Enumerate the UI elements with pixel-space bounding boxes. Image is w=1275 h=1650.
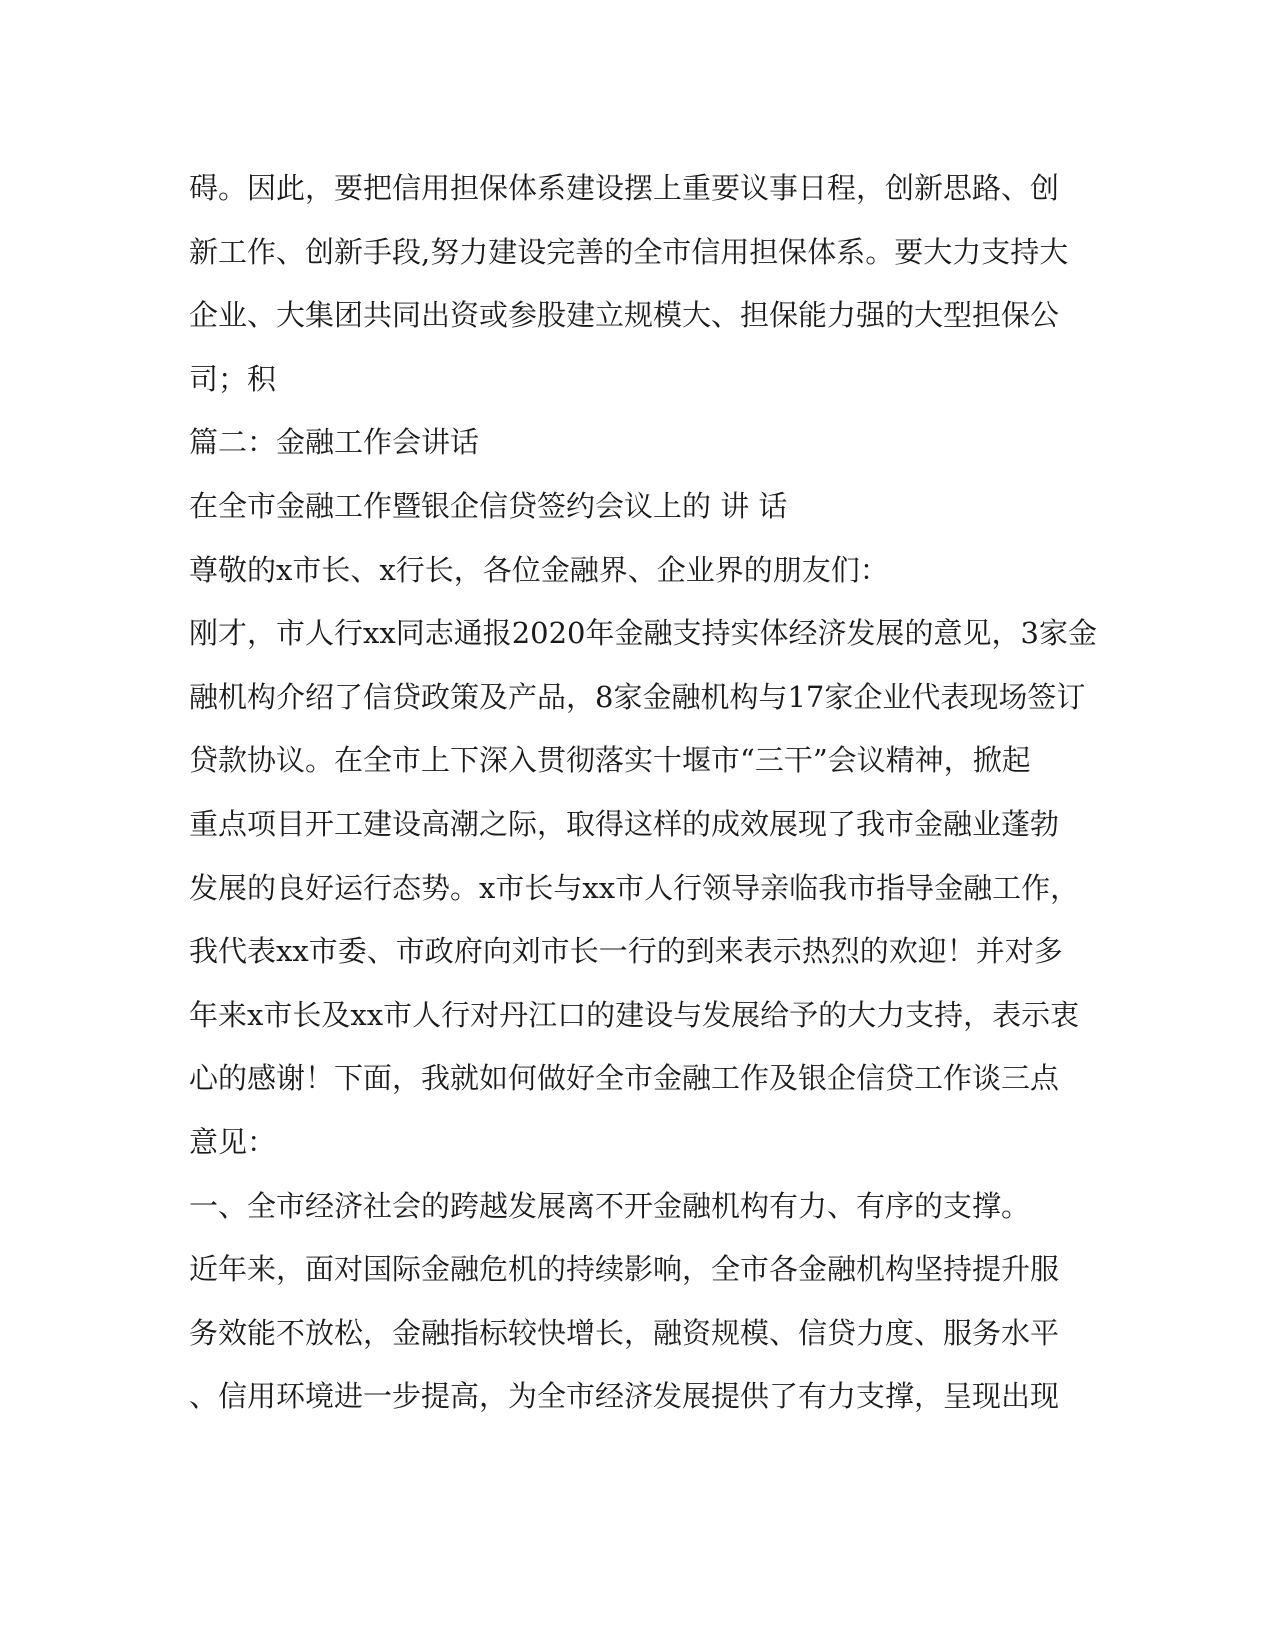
text-line: 年来x市长及xx市人行对丹江口的建设与发展给予的大力支持，表示衷 bbox=[189, 997, 1080, 1032]
salutation: 尊敬的x市长、x行长，各位金融界、企业界的朋友们： bbox=[189, 552, 889, 587]
text-line: 融机构介绍了信贷政策及产品，8家金融机构与17家企业代表现场签订 bbox=[189, 679, 1086, 714]
text-line: 贷款协议。在全市上下深入贯彻落实十堰市“三干”会议精神，掀起 bbox=[189, 743, 1031, 778]
speech-title: 在全市金融工作暨银企信贷签约会议上的 讲 话 bbox=[189, 488, 788, 523]
text-line: 企业、大集团共同出资或参股建立规模大、担保能力强的大型担保公 bbox=[189, 298, 1060, 333]
text-line: 意见： bbox=[189, 1124, 277, 1159]
text-line: 司；积 bbox=[189, 361, 277, 396]
section-heading: 篇二：金融工作会讲话 bbox=[189, 425, 480, 460]
text-line: 近年来，面对国际金融危机的持续影响，全市各金融机构坚持提升服 bbox=[189, 1252, 1060, 1287]
text-line: 我代表xx市委、市政府向刘市长一行的到来表示热烈的欢迎！并对多 bbox=[189, 934, 1063, 969]
text-line: 刚才，市人行xx同志通报2020年金融支持实体经济发展的意见，3家金 bbox=[189, 616, 1097, 651]
text-line: 发展的良好运行态势。x市长与xx市人行领导亲临我市指导金融工作， bbox=[189, 870, 1080, 905]
text-line: 新工作、创新手段,努力建设完善的全市信用担保体系。要大力支持大 bbox=[189, 234, 1069, 269]
text-line: 心的感谢！下面，我就如何做好全市金融工作及银企信贷工作谈三点 bbox=[189, 1061, 1060, 1096]
text-line: 、信用环境进一步提高，为全市经济发展提供了有力支撑，呈现出现 bbox=[189, 1379, 1060, 1414]
text-line: 重点项目开工建设高潮之际，取得这样的成效展现了我市金融业蓬勃 bbox=[189, 806, 1060, 841]
document-body bbox=[189, 157, 1097, 1429]
point-heading: 一、全市经济社会的跨越发展离不开金融机构有力、有序的支撑。 bbox=[189, 1188, 1031, 1223]
text-line: 务效能不放松，金融指标较快增长，融资规模、信贷力度、服务水平 bbox=[189, 1315, 1060, 1350]
text-line: 碍。因此，要把信用担保体系建设摆上重要议事日程，创新思路、创 bbox=[189, 171, 1060, 205]
